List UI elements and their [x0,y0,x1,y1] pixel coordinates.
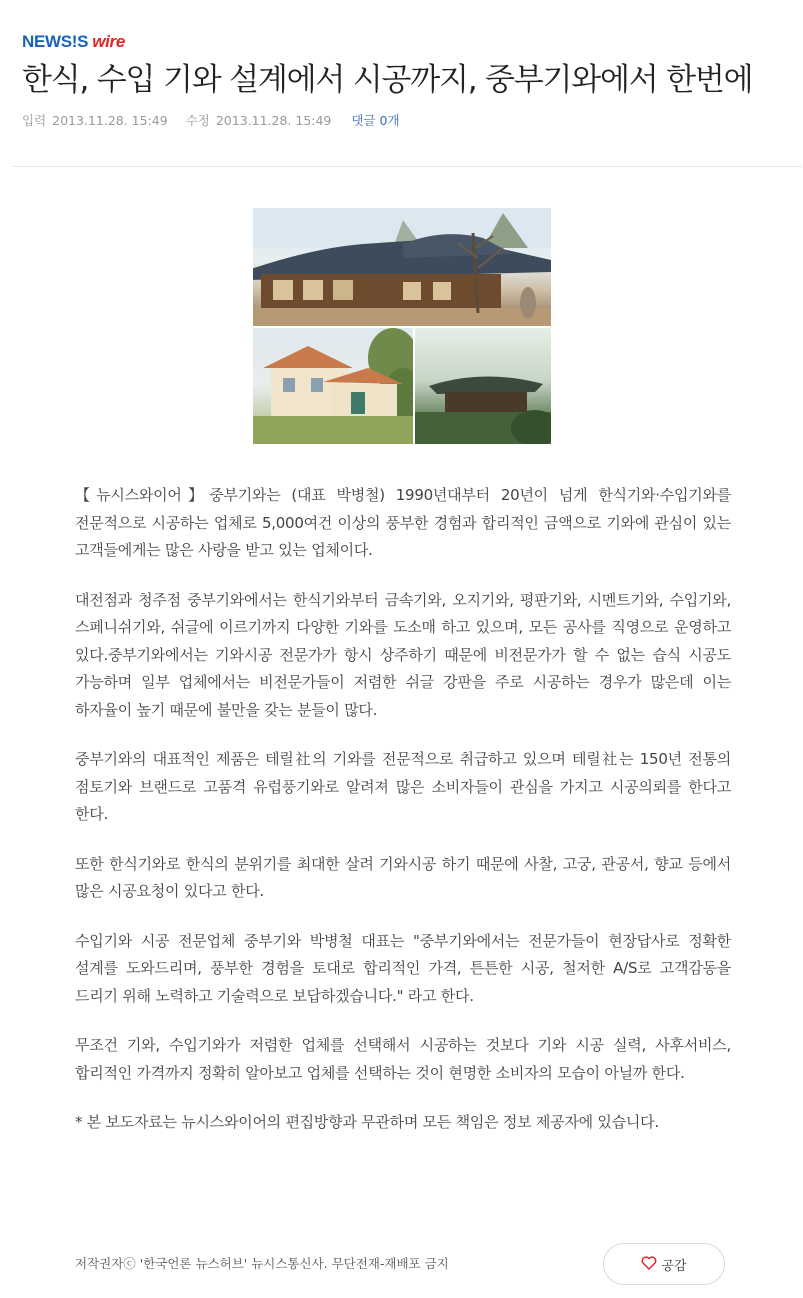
article-body [75,482,731,1159]
article-photo [253,208,551,444]
article-paragraph: 대전점과 청주점 중부기와에서는 한식기와부터 금속기와, 오지기와, 평판기와, 시멘트기와, 수입기와, 스페니쉬기와, 쉬글에 이르기까지 다양한 기와를 도소매 하고 있으며, 모든 공사를 직영으로 운영하고 있다.중부기와에서는 기와시공 전문가가 항시 상주하기 때문에 비전문가가 할 수 없는 습식 시공도 가능하며 일부 업체에서는 비전문가들이 저렴한 쉬글 강판을 주로 시공하는 경우가 많은데 이는 하자율이 높기 때문에 불만을 갖는 분들이 많다. [75,590,731,719]
photo-korean-pavilion [415,328,551,444]
modified-label: 수정 [185,113,210,128]
photo-european-house [253,328,413,444]
article-paragraph: 【뉴시스와이어】중부기와는 (대표 박병철) 1990년대부터 20년이 넘게 한식기와·수입기와를 전문적으로 시공하는 업체로 5,000여건 이상의 풍부한 경험과 합리적인 금액으로 기와에 관심이 있는 고객들에게는 많은 사랑을 받고 있는 업체이다. [75,486,731,559]
heart-icon [641,1256,657,1273]
published-time: 2013.11.28. 15:49 [52,113,168,128]
article-meta [22,111,406,129]
like-label: 공감 [661,1257,687,1273]
article-paragraph: * 본 보도자료는 뉴시스와이어의 편집방향과 무관하며 모든 책임은 정보 제공자에 있습니다. [75,1113,659,1131]
header-divider [12,166,802,167]
brand-main: NEWS!S [22,32,89,51]
comments-link[interactable]: 댓글 0개 [351,113,400,128]
article-paragraph: 수입기와 시공 전문업체 중부기와 박병철 대표는 "중부기와에서는 전문가들이 현장답사로 정확한 설계를 도와드리며, 풍부한 경험을 토대로 합리적인 가격, 튼튼한 시공, 철저한 A/S로 고객감동을 드리기 위해 노력하고 기술력으로 보답하겠습니다." 라고 한다. [75,931,731,1005]
brand-logo[interactable] [22,32,125,52]
modified-time: 2013.11.28. 15:49 [215,113,332,128]
article-paragraph: 또한 한식기와로 한식의 분위기를 최대한 살려 기와시공 하기 때문에 사찰, 고궁, 관공서, 향교 등에서 많은 시공요청이 있다고 한다. [75,854,731,900]
copyright-notice: 저작권자ⓒ '한국언론 뉴스허브' 뉴시스통신사. 무단전재-재배포 금지 [75,1256,449,1271]
article-paragraph: 무조건 기와, 수입기와가 저렴한 업체를 선택해서 시공하는 것보다 기와 시공 실력, 사후서비스, 합리적인 가격까지 정확히 알아보고 업체를 선택하는 것이 현명한 소비자의 모습이 아닐까 한다. [75,1036,731,1082]
page-title: 한식, 수입 기와 설계에서 시공까지, 중부기와에서 한번에 [22,62,753,98]
published-label: 입력 [22,113,47,128]
article-paragraph: 중부기와의 대표적인 제품은 테릴社의 기와를 전문적으로 취급하고 있으며 테릴社는 150년 전통의 점토기와 브랜드로 고품격 유럽풍기와로 알려져 많은 소비자들이 관심을 가지고 시공의뢰를 한다고 한다. [75,750,731,823]
brand-sub: wire [92,32,126,51]
photo-hanok [253,208,551,326]
like-button[interactable] [603,1243,725,1285]
